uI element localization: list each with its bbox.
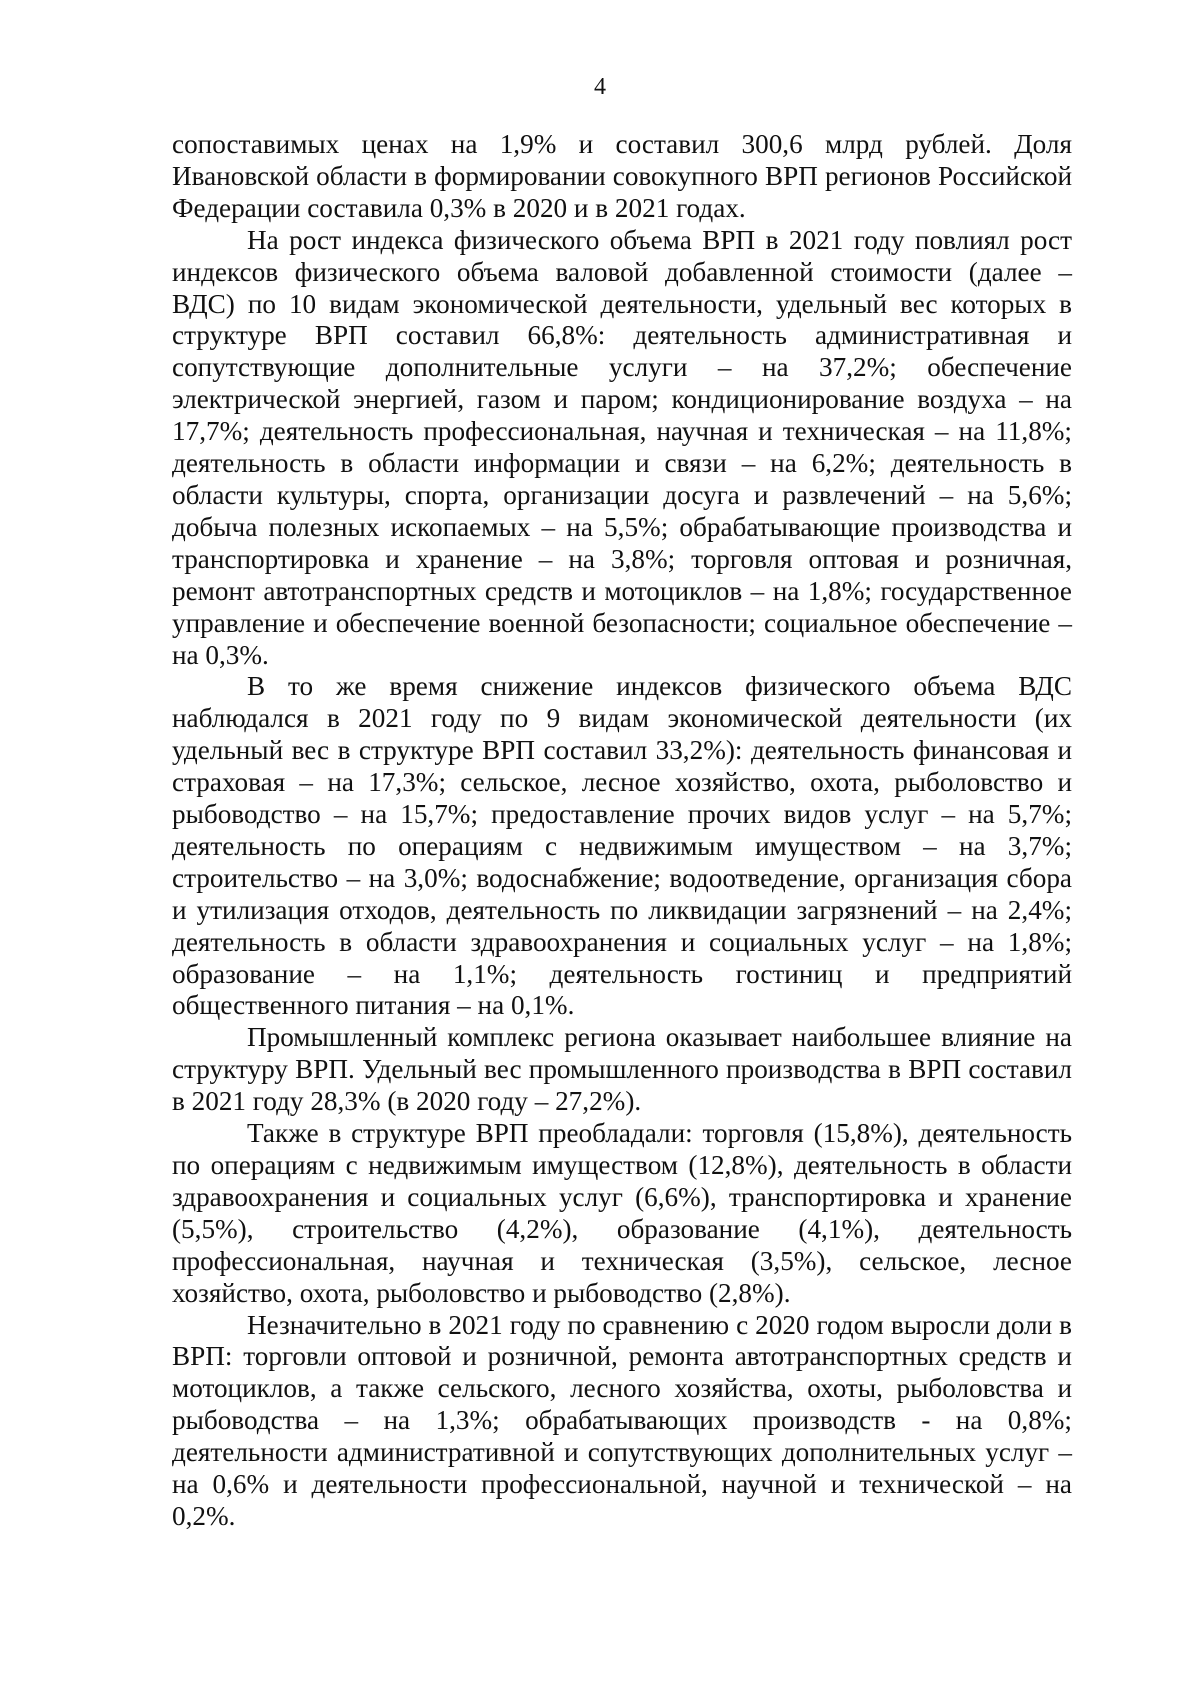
- paragraph-grp-continuation: сопоставимых ценах на 1,9% и составил 300,6 млрд рублей. Доля Ивановской области в формировании совокупного ВРП регионов Российской Федерации составила 0,3% в 2020 и в 2021 годах.: [172, 129, 1072, 223]
- paragraph-gva-decline: В то же время снижение индексов физического объема ВДС наблюдался в 2021 году по 9 видам экономической деятельности (их удельный вес в структуре ВРП составил 33,2%): деятельность финансовая и страховая – на 17,3%; сельское, лесное хозяйство, охота, рыболовство и рыбоводство – на 15,7%; предоставление прочих видов услуг – на 5,7%; деятельность по операциям с недвижимым имуществом – на 3,7%; строительство – на 3,0%; водоснабжение; водоотведение, организация сбора и утилизация отходов, деятельность по ликвидации загрязнений – на 2,4%; деятельность в области здравоохранения и социальных услуг – на 1,8%; образование – на 1,1%; деятельность гостиниц и предприятий общественного питания – на 0,1%.: [172, 671, 1072, 1021]
- document-body: [172, 129, 1072, 1533]
- paragraph-industrial-complex: Промышленный комплекс региона оказывает наибольшее влияние на структуру ВРП. Удельный вес промышленного производства в ВРП составил в 2021 году 28,3% (в 2020 году – 27,2%).: [172, 1022, 1072, 1117]
- page-number: 4: [594, 74, 606, 100]
- paragraph-share-changes: Незначительно в 2021 году по сравнению с 2020 годом выросли доли в ВРП: торговли оптовой и розничной, ремонта автотранспортных средств и мотоциклов, а также сельского, лесного хозяйства, охоты, рыболовства и рыбоводства – на 1,3%; обрабатывающих производств - на 0,8%; деятельности административной и сопутствующих дополнительных услуг – на 0,6% и деятельности профессиональной, научной и технической – на 0,2%.: [172, 1309, 1072, 1531]
- paragraph-grp-structure: Также в структуре ВРП преобладали: торговля (15,8%), деятельность по операциям с недвижимым имуществом (12,8%), деятельность в области здравоохранения и социальных услуг (6,6%), транспортировка и хранение (5,5%), строительство (4,2%), образование (4,1%), деятельность профессиональная, научная и техническая (3,5%), сельское, лесное хозяйство, охота, рыболовство и рыбоводство (2,8%).: [172, 1118, 1072, 1308]
- paragraph-grp-growth-factors: На рост индекса физического объема ВРП в 2021 году повлиял рост индексов физического объема валовой добавленной стоимости (далее – ВДС) по 10 видам экономической деятельности, удельный вес которых в структуре ВРП составил 66,8%: деятельность административная и сопутствующие дополнительные услуги – на 37,2%; обеспечение электрической энергией, газом и паром; кондиционирование воздуха – на 17,7%; деятельность профессиональная, научная и техническая – на 11,8%; деятельность в области информации и связи – на 6,2%; деятельность в области культуры, спорта, организации досуга и развлечений – на 5,6%; добыча полезных ископаемых – на 5,5%; обрабатывающие производства и транспортировка и хранение – на 3,8%; торговля оптовая и розничная, ремонт автотранспортных средств и мотоциклов – на 1,8%; государственное управление и обеспечение военной безопасности; социальное обеспечение – на 0,3%.: [172, 224, 1072, 670]
